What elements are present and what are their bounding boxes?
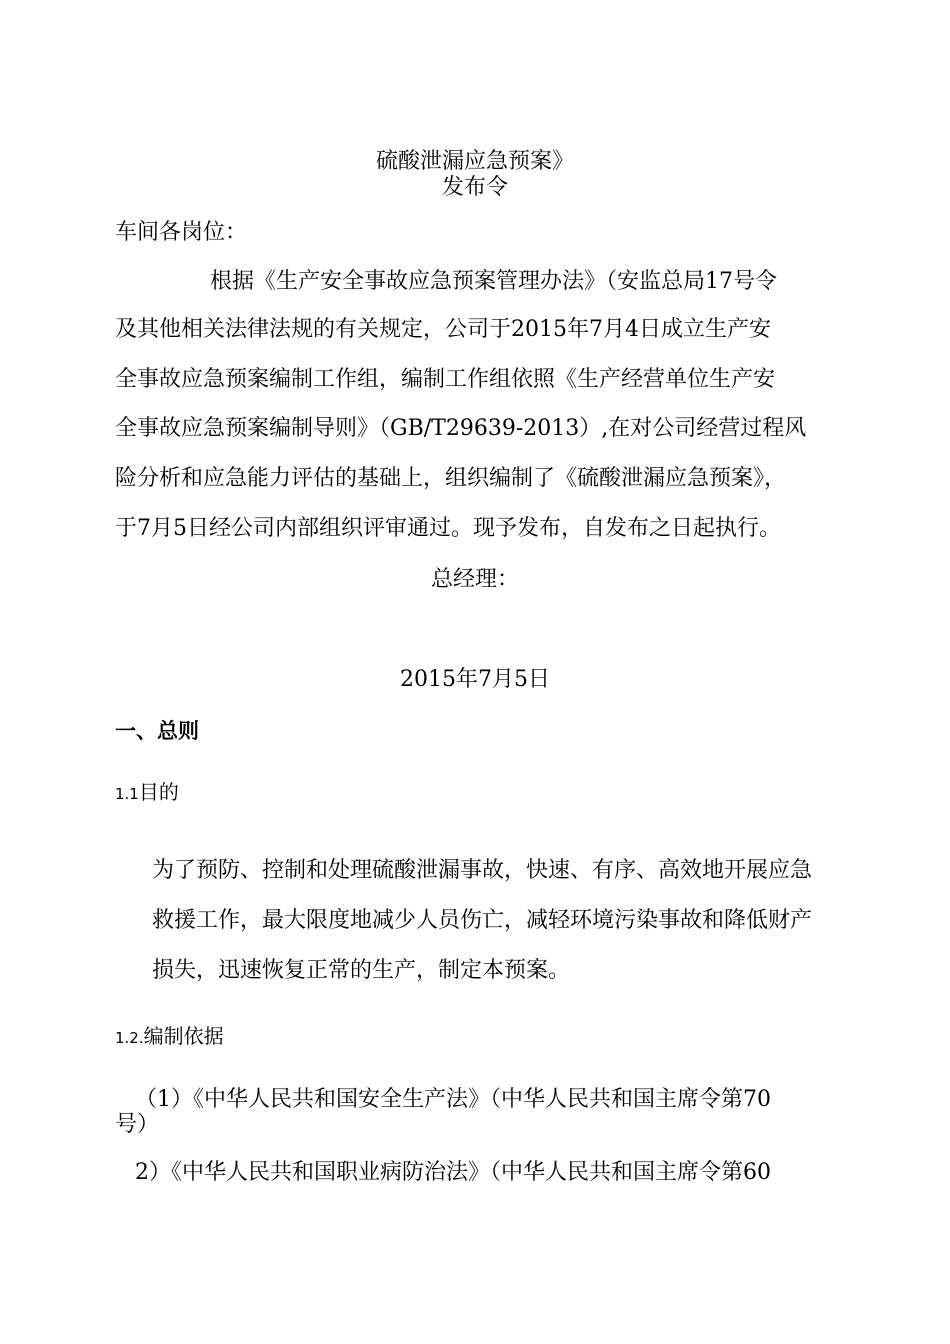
- purpose-line: 为了预防、控制和处理硫酸泄漏事故，快速、有序、高效地开展应急: [152, 858, 813, 883]
- subsection-title: 目的: [138, 780, 179, 804]
- basis-item: （1）《中华人民共和国安全生产法》（中华人民共和国主席令第70: [135, 1087, 771, 1112]
- body-line: 根据《生产安全事故应急预案管理办法》（安监总局17号令: [210, 269, 777, 294]
- body-line: 全事故应急预案编制工作组，编制工作组依照《生产经营单位生产安: [115, 367, 776, 392]
- subsection-heading: [115, 777, 179, 809]
- subsection-title: 编制依据: [143, 1024, 224, 1048]
- basis-item-continuation: 号）: [115, 1112, 160, 1137]
- body-line: 于7月5日经公司内部组织评审通过。现予发布，自发布之日起执行。: [115, 516, 781, 541]
- body-line: 及其他相关法律法规的有关规定，公司于2015年7月4日成立生产安: [115, 317, 771, 342]
- addressee: 车间各岗位：: [115, 220, 248, 245]
- body-line: 险分析和应急能力评估的基础上，组织编制了《硫酸泄漏应急预案》，: [115, 466, 787, 491]
- issue-date: 2015年7月5日: [400, 667, 550, 692]
- section-heading: 一、总则: [115, 719, 199, 743]
- purpose-line: 损失，迅速恢复正常的生产，制定本预案。: [152, 958, 571, 983]
- signatory-label: 总经理：: [430, 567, 519, 592]
- subsection-number: 1.2.: [115, 1029, 144, 1047]
- purpose-line: 救援工作，最大限度地减少人员伤亡，减轻环境污染事故和降低财产: [152, 908, 813, 933]
- subsection-number: 1.1: [115, 785, 139, 803]
- basis-item: 2）《中华人民共和国职业病防治法》（中华人民共和国主席令第60: [135, 1160, 771, 1185]
- body-line: 全事故应急预案编制导则》（GB/T29639-2013）,在对公司经营过程风: [115, 416, 807, 441]
- document-subtitle: 发布令: [441, 175, 508, 200]
- subsection-heading: [115, 1021, 224, 1053]
- document-title: 硫酸泄漏应急预案》: [375, 149, 574, 174]
